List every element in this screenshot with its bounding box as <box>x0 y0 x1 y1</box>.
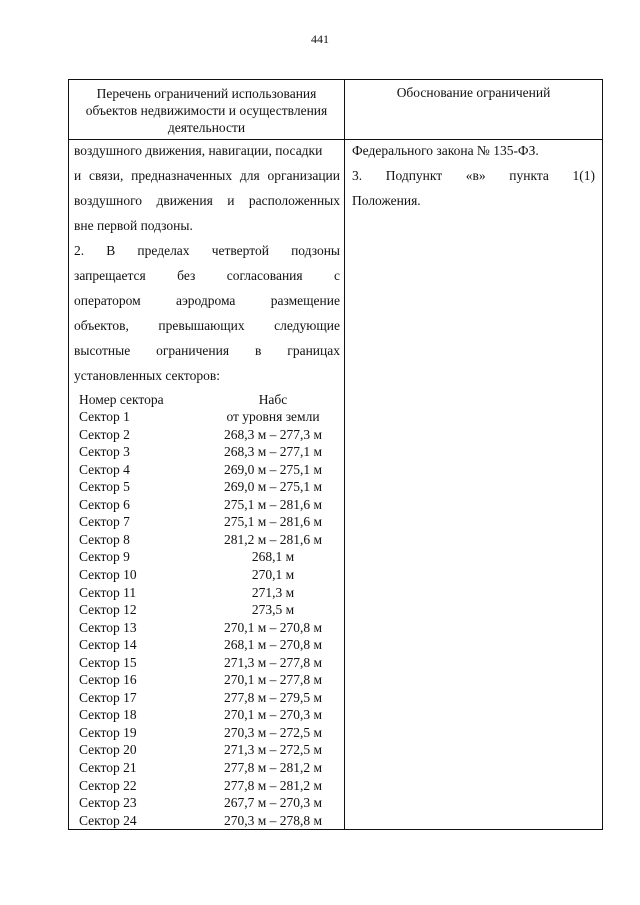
sector-row <box>79 531 341 549</box>
sector-name: Сектор 13 <box>79 619 137 635</box>
sector-height-value: 273,5 м <box>251 602 295 618</box>
sector-name: Сектор 10 <box>79 566 137 582</box>
sector-name: Сектор 21 <box>79 760 137 775</box>
sector-name: Сектор 2 <box>79 426 130 442</box>
left-text-line: воздушного движения и расположенных <box>74 193 340 208</box>
sector-name: Сектор 17 <box>79 689 137 705</box>
page-number: 441 <box>311 32 329 46</box>
left-text-line: объектов, превышающих следующие <box>74 318 340 333</box>
sector-height-value: 281,2 м – 281,6 м <box>223 531 323 547</box>
right-text-line: Положения. <box>352 193 421 208</box>
left-text-line: 2. В пределах четвертой подзоны <box>74 243 340 258</box>
sector-height-value: 268,3 м – 277,1 м <box>223 444 323 460</box>
sector-row <box>79 601 341 619</box>
sector-name: Сектор 16 <box>79 672 137 688</box>
sector-row <box>79 443 341 461</box>
sector-name: Сектор 23 <box>79 795 137 811</box>
sector-name: Сектор 9 <box>79 549 130 565</box>
header-restrictions-list <box>69 85 344 136</box>
sector-name: Сектор 6 <box>79 496 130 512</box>
sector-height-value: 268,3 м – 277,3 м <box>223 426 323 442</box>
sector-name: Сектор 11 <box>79 584 137 600</box>
sector-number-heading: Номер сектора <box>79 392 164 407</box>
sector-row <box>79 566 341 584</box>
sector-height-value: 269,0 м – 275,1 м <box>223 461 323 477</box>
sector-row <box>79 777 341 795</box>
sector-height-value: 271,3 м – 272,5 м <box>223 742 323 758</box>
sector-name: Сектор 4 <box>79 461 130 477</box>
sector-name: Сектор 18 <box>79 707 137 723</box>
sector-height-value: 277,8 м – 281,2 м <box>223 760 323 775</box>
sector-name: Сектор 15 <box>79 654 137 670</box>
sector-row <box>79 741 341 759</box>
left-text-line: и связи, предназначенных для организации <box>74 168 340 183</box>
sector-row <box>79 812 341 830</box>
sector-row <box>79 654 341 672</box>
sector-height-value: 275,1 м – 281,6 м <box>223 496 323 512</box>
sector-name: Сектор 5 <box>79 479 130 495</box>
left-text-line: высотные ограничения в границах <box>74 343 340 358</box>
header-left-line: деятельности <box>167 120 246 135</box>
sector-row <box>79 584 341 602</box>
sector-name: Сектор 1 <box>79 409 130 424</box>
sector-name: Сектор 19 <box>79 724 137 740</box>
height-subheading: от уровня земли <box>226 409 320 424</box>
sector-height-value: 268,1 м – 270,8 м <box>223 637 323 653</box>
header-left-line: Перечень ограничений использования <box>96 86 317 101</box>
header-justification: Обоснование ограничений <box>396 85 551 100</box>
sector-height-value: 277,8 м – 279,5 м <box>223 689 323 705</box>
sector-row <box>79 513 341 531</box>
header-divider <box>69 139 602 140</box>
column-divider <box>344 80 345 829</box>
sector-height-value: 275,1 м – 281,6 м <box>223 514 323 530</box>
sector-name: Сектор 24 <box>79 812 137 828</box>
sector-height-value: 270,3 м – 278,8 м <box>223 812 323 828</box>
sector-height-value: 269,0 м – 275,1 м <box>223 479 323 495</box>
left-text-line: запрещается без согласования с <box>74 268 340 283</box>
sector-height-value: 271,3 м – 277,8 м <box>223 654 323 670</box>
sector-row <box>79 689 341 707</box>
restrictions-table <box>68 79 603 830</box>
sector-row <box>79 636 341 654</box>
sector-row <box>79 496 341 514</box>
sector-height-value: 271,3 м <box>251 584 295 600</box>
sector-row <box>79 478 341 496</box>
sector-height-value: 270,1 м <box>251 566 295 582</box>
sector-name: Сектор 12 <box>79 602 137 618</box>
sector-name: Сектор 3 <box>79 444 130 460</box>
sector-row <box>79 619 341 637</box>
sector-height-value: 267,7 м – 270,3 м <box>223 795 323 811</box>
sector-height-value: 270,1 м – 270,8 м <box>223 619 323 635</box>
sector-height-value: 270,3 м – 272,5 м <box>223 724 323 740</box>
sector-name: Сектор 22 <box>79 777 137 793</box>
sector-row <box>79 759 341 777</box>
left-text-line: вне первой подзоны. <box>74 218 193 233</box>
sector-height-value: 268,1 м <box>251 549 295 565</box>
left-text-line: оператором аэродрома размещение <box>74 293 340 308</box>
sector-row <box>79 548 341 566</box>
right-text-line: 3. Подпункт «в» пункта 1(1) <box>352 168 595 183</box>
sector-row <box>79 794 341 812</box>
sector-row <box>79 426 341 444</box>
right-text-line: Федерального закона № 135-ФЗ. <box>352 143 539 158</box>
sector-row <box>79 461 341 479</box>
sector-name: Сектор 14 <box>79 637 137 653</box>
header-left-line: объектов недвижимости и осуществления <box>85 103 328 118</box>
sector-height-value: 277,8 м – 281,2 м <box>223 777 323 793</box>
sector-row <box>79 724 341 742</box>
sector-name: Сектор 20 <box>79 742 137 758</box>
sector-height-value: 270,1 м – 277,8 м <box>223 672 323 688</box>
sector-row <box>79 671 341 689</box>
height-heading: Набс <box>258 392 288 407</box>
sector-name: Сектор 8 <box>79 531 130 547</box>
sector-row <box>79 408 341 426</box>
sector-name: Сектор 7 <box>79 514 130 530</box>
left-text-line: установленных секторов: <box>74 368 220 383</box>
left-text-line: воздушного движения, навигации, посадки <box>74 143 323 158</box>
sector-row <box>79 706 341 724</box>
sector-height-value: 270,1 м – 270,3 м <box>223 707 323 723</box>
